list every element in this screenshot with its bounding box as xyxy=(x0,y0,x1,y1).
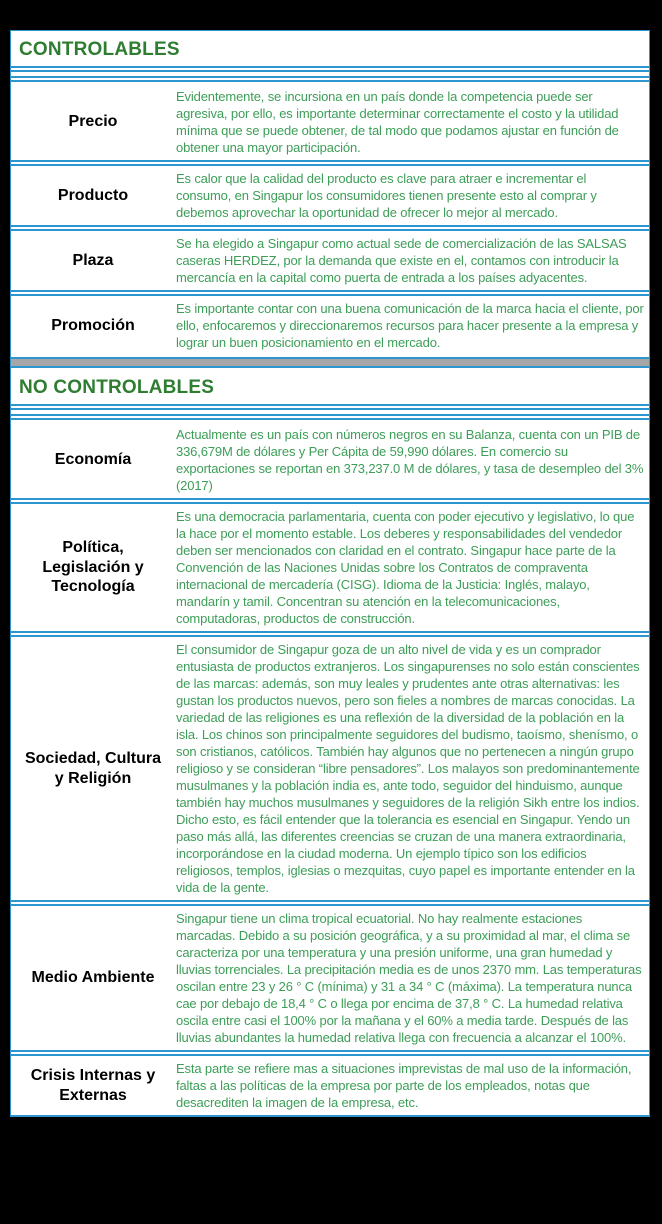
double-line-divider xyxy=(11,404,649,410)
table-row-producto xyxy=(11,166,649,225)
row-text: El consumidor de Singapur goza de un alto nivel de vida y es un comprador entusiasta de productos extranjeros. Los singapurenses no solo están conscientes de las marcas: además, son muy leales y prudentes ante otras alternativas: les gustan los productos nuevos, pero son fieles a nombres de marcas conocidas. La variedad de las religiones es una reflexión de la diversidad de la población en la isla. Los chinos son principalmente seguidores del budismo, taoísmo, shenísmo, o son cristianos, católicos. También hay algunos que no pertenecen a ningún grupo religioso y se consideran “libre pensadores”. Los malayos son predominantemente musulmanes y la población india es, ante todo, seguidor del hinduismo, aunque también hay muchos musulmanes y seguidores de la religión Sikh entre los indios. Dicho esto, es fácil entender que la tolerancia es esencial en Singapur. Yendo un paso más allá, las diferentes creencias se cruzan de una manera extraordinaria, incorporándose en la ciudad moderna. Un ejemplo típico son los edificios religiosos, templos, iglesias o mezquitas, cuyo papel es importante entender en la vida de la gente. xyxy=(176,642,640,895)
table-row-crisis-internas-externas xyxy=(11,1056,649,1115)
header-divider xyxy=(11,66,649,82)
row-label: Plaza xyxy=(72,251,114,269)
table-row-precio xyxy=(11,84,649,160)
row-label: Promoción xyxy=(51,316,135,334)
row-text: Esta parte se refiere mas a situaciones imprevistas de mal uso de la información, faltas a las políticas de la empresa por parte de los empleados, notas que desacrediten la imagen de la empresa, etc. xyxy=(176,1061,632,1110)
row-label: Economía xyxy=(54,451,132,469)
row-label: Producto xyxy=(57,186,129,204)
row-text: Se ha elegido a Singapur como actual sede de comercialización de las SALSAS caseras HERDEZ, por la demanda que existe en el, contamos con introducir la mercancía en la capital como puerta de entrada a los países adyacentes. xyxy=(176,236,627,285)
double-line-divider xyxy=(11,414,649,420)
double-line-divider xyxy=(11,66,649,72)
row-text: Actualmente es un país con números negros en su Balanza, cuenta con un PIB de 336,679M de dólares y Per Cápita de 59,990 dólares. En comercio su exportaciones se reportan en 373,237.0 M de dólares, y tasa de desempleo del 3% (2017) xyxy=(176,427,644,493)
header-divider xyxy=(11,404,649,420)
double-line-divider xyxy=(11,76,649,82)
table-row-plaza xyxy=(11,231,649,290)
section-separator-bar xyxy=(11,357,649,368)
table-row-medio-ambiente xyxy=(11,906,649,1050)
table-row-economia xyxy=(11,422,649,498)
row-label: Medio Ambiente xyxy=(31,969,155,987)
marketing-factors-table xyxy=(10,30,650,1117)
table-row-sociedad-cultura-religion xyxy=(11,637,649,900)
row-label: Sociedad, Cultura y Religión xyxy=(24,749,162,787)
section-header-controlables: CONTROLABLES xyxy=(19,39,180,60)
row-label: Precio xyxy=(68,113,118,131)
table-row-politica-legislacion-tecnologia xyxy=(11,504,649,631)
section-header-no-controlables: NO CONTROLABLES xyxy=(19,377,215,398)
row-text: Es importante contar con una buena comunicación de la marca hacia el cliente, por ello, enfocaremos y direccionaremos recursos para hacer presente a la empresa y lograr un buen posicionamiento en el mercado. xyxy=(176,301,644,350)
row-text: Evidentemente, se incursiona en un país donde la competencia puede ser agresiva, por ello, es importante determinar correctamente el costo y la utilidad mínima que se puede obtener, de tal modo que podamos ajustar en función de obtener una mayor participación. xyxy=(176,89,619,155)
row-label: Política, Legislación y Tecnología xyxy=(42,539,144,596)
row-text: Es calor que la calidad del producto es clave para atraer e incrementar el consumo, en Singapur los consumidores tienen presente esto al comprar y debemos aprovechar la oportunidad de ofrecer lo mejor al mercado. xyxy=(176,171,597,220)
row-text: Singapur tiene un clima tropical ecuatorial. No hay realmente estaciones marcadas. Debido a su posición geográfica, y a su proximidad al mar, el clima se caracteriza por una temperatura y una presión uniforme, una gran humedad y lluvias torrenciales. La precipitación media es de unos 2370 mm. Las temperaturas oscilan entre 23 y 26 ° C (mínima) y 31 a 34 ° C (máxima). La temperatura nunca cae por debajo de 18,4 ° C o llega por encima de 37,8 ° C. La humedad relativa oscila entre casi el 100% por la mañana y el 60% a media tarde. Después de las lluvias abundantes la humedad relativa llega con frecuencia a alcanzar el 100%. xyxy=(176,911,642,1045)
table-row-promocion xyxy=(11,296,649,355)
row-text: Es una democracia parlamentaria, cuenta con poder ejecutivo y legislativo, lo que la hace por el momento estable. Los deberes y responsabilidades del vendedor deben ser mencionados con claridad en el contrato. Singapur hace parte de la Convención de las Naciones Unidas sobre los Contratos de compraventa internacional de mercadería (CISG). Idioma de la Justicia: Inglés, malayo, mandarín y tamil. Concentran su atención en la telecomunicaciones, computadoras, productos de construcción. xyxy=(176,509,635,626)
row-label: Crisis Internas y Externas xyxy=(30,1066,156,1104)
